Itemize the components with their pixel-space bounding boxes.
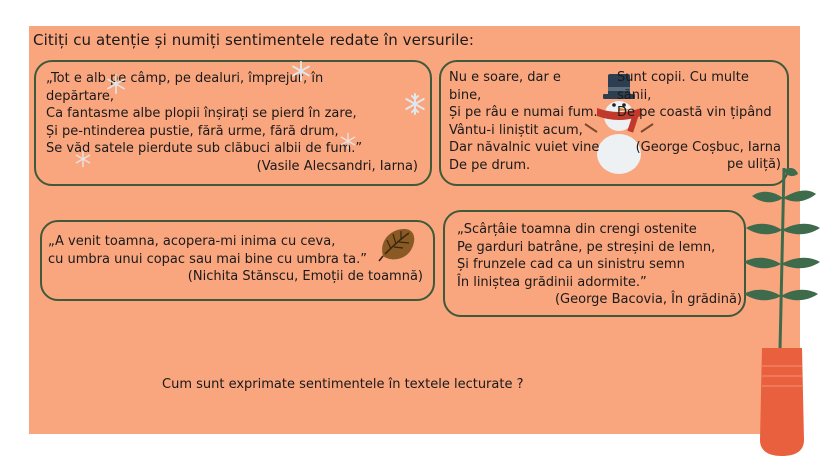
poem-line: Sunt copii. Cu multe [617,70,749,85]
poem-line: Și pe-ntinderea pustie, fără urme, fără drum, [46,123,339,139]
poem-column-right [617,69,781,174]
discussion-question: Cum sunt exprimate sentimentele în textele lecturate ? [162,377,524,392]
poem-line: depărtare, [46,88,115,104]
poem-attribution: (Vasile Alecsandri, Iarna) [256,158,418,174]
poem-attribution: (George Coșbuc, Iarna [635,139,781,155]
poem-line: În liniștea grădinii adormite.” [457,274,647,290]
poem-line: „Tot e alb pe câmp, pe dealuri, împrejur, în [46,71,324,86]
poem-column-left [449,69,599,175]
poem-card-cosbuc [439,60,789,186]
snowflake-icon [290,60,312,82]
poem-line: „A venit toamna, acopera-mi inima cu ceva, [48,234,336,249]
poem-card-bacovia [443,210,746,317]
snowflake-icon [339,132,357,150]
poem-line: Dar năvalnic vuiet vine [449,140,600,156]
poem-line: cu umbra unui copac sau mai bine cu umbra ta.” [48,251,367,267]
poem-card-alecsandri [34,60,432,186]
poem-line: „Scârțâie toamna din crengi ostenite [457,222,697,237]
poem-line: bine, [449,87,482,103]
poem-card-stanescu [40,220,435,301]
slide-instruction: Citiți cu atenție și numiți sentimentele redate în versurile: [33,31,475,49]
poem-line: Și frunzele cad ca un sinistru semn [457,257,685,273]
poem-line: Se văd satele pierdute sub clăbuci albii de fum.” [46,141,363,157]
poem-attribution: pe uliță) [727,157,781,173]
poem-line: Nu e soare, dar e [449,70,561,85]
poem-attribution: (George Bacovia, În grădină) [554,292,742,308]
autumn-leaf-icon [377,226,417,264]
poem-line: sănii, [617,87,652,103]
snowflake-icon [74,150,92,168]
poem-line: Vântu-i liniștit acum, [449,122,583,138]
poem-line: De pe drum. [449,157,531,173]
snowflake-icon [403,92,427,116]
poem-line: Pe garduri batrâne, pe streșini de lemn, [457,239,716,255]
poem-attribution: (Nichita Stănscu, Emoții de toamnă) [187,269,423,285]
poem-line: Și pe râu e numai fum. [449,105,598,121]
poem-line: De pe coastă vin țipând [617,105,772,121]
poem-line: Ca fantasme albe plopii înșirați se pierd în zare, [46,106,357,122]
snowflake-icon [105,73,127,95]
vase-plant-icon [744,168,828,460]
